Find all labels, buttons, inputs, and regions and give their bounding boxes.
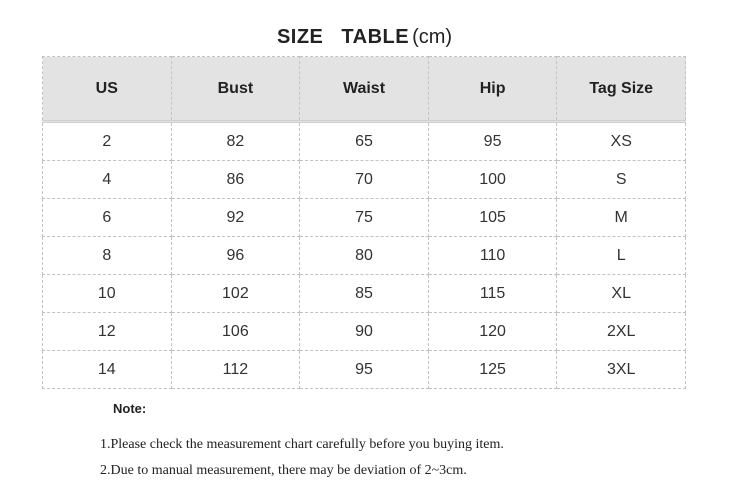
cell-hip: 115 [428, 275, 557, 313]
cell-hip: 95 [428, 122, 557, 161]
table-row [43, 237, 686, 275]
cell-us: 2 [43, 122, 172, 161]
cell-tag-size: 3XL [557, 351, 686, 389]
title-size-word: SIZE [276, 26, 324, 48]
cell-tag-size: M [557, 199, 686, 237]
cell-us: 14 [43, 351, 172, 389]
cell-tag-size: S [557, 161, 686, 199]
column-header-bust: Bust [171, 57, 300, 122]
cell-bust: 112 [171, 351, 300, 389]
table-row [43, 351, 686, 389]
table-row [43, 122, 686, 161]
table-header-row [43, 57, 686, 122]
cell-waist: 65 [300, 122, 429, 161]
table-row [43, 275, 686, 313]
cell-hip: 120 [428, 313, 557, 351]
note-line-2: 2.Due to manual measurement, there may be deviation of 2~3cm. [100, 463, 467, 478]
column-header-waist: Waist [300, 57, 429, 122]
cell-tag-size: L [557, 237, 686, 275]
cell-bust: 86 [171, 161, 300, 199]
size-table [42, 56, 686, 389]
cell-bust: 82 [171, 122, 300, 161]
cell-us: 6 [43, 199, 172, 237]
note-label: Note: [113, 401, 147, 416]
cell-tag-size: XL [557, 275, 686, 313]
cell-waist: 80 [300, 237, 429, 275]
cell-hip: 125 [428, 351, 557, 389]
cell-bust: 102 [171, 275, 300, 313]
cell-waist: 95 [300, 351, 429, 389]
table-row [43, 313, 686, 351]
cell-waist: 90 [300, 313, 429, 351]
column-header-hip: Hip [428, 57, 557, 122]
cell-us: 10 [43, 275, 172, 313]
cell-bust: 106 [171, 313, 300, 351]
table-row [43, 161, 686, 199]
cell-hip: 110 [428, 237, 557, 275]
cell-us: 4 [43, 161, 172, 199]
table-row [43, 199, 686, 237]
cell-bust: 92 [171, 199, 300, 237]
cell-waist: 70 [300, 161, 429, 199]
cell-tag-size: 2XL [557, 313, 686, 351]
column-header-us: US [43, 57, 172, 122]
cell-tag-size: XS [557, 122, 686, 161]
column-header-tag-size: Tag Size [557, 57, 686, 122]
cell-waist: 75 [300, 199, 429, 237]
title-table-word: TABLE [341, 26, 410, 48]
note-line-1: 1.Please check the measurement chart carefully before you buying item. [100, 437, 504, 452]
cell-bust: 96 [171, 237, 300, 275]
title-unit: (cm) [412, 26, 453, 48]
cell-us: 12 [43, 313, 172, 351]
cell-hip: 100 [428, 161, 557, 199]
cell-waist: 85 [300, 275, 429, 313]
cell-hip: 105 [428, 199, 557, 237]
page-title [0, 24, 729, 50]
cell-us: 8 [43, 237, 172, 275]
